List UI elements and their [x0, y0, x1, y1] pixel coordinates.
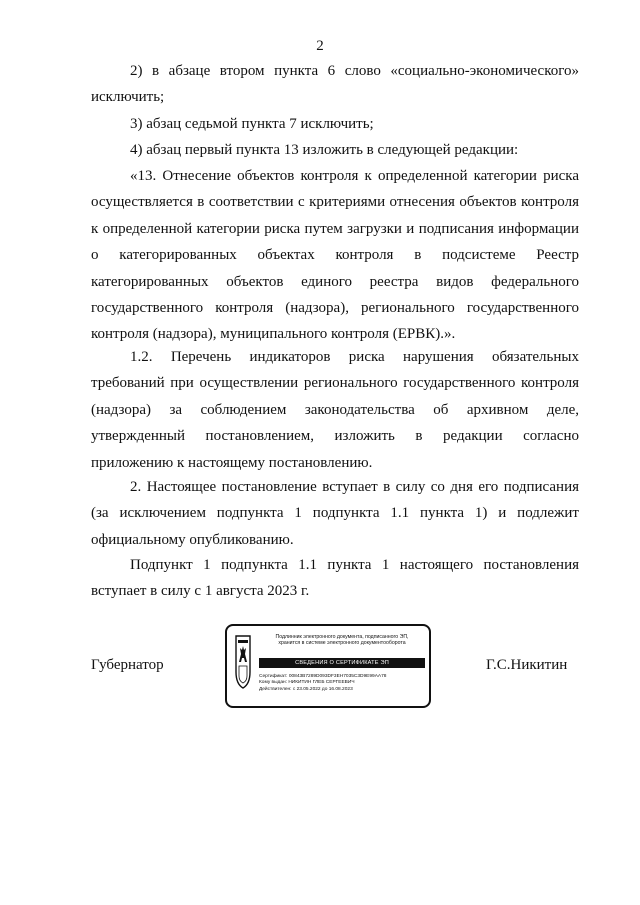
paragraph-2 [91, 111, 579, 137]
text-line: (за исключением подпункта 1 подпункта 1.1 пункта 1) и подлежит [91, 505, 579, 522]
stamp-details [259, 674, 429, 693]
stamp-issued-to: Кому выдан: НИКИТИН ГЛЕБ СЕРГЕЕВИЧ [259, 680, 355, 686]
stamp-title-bar: СВЕДЕНИЯ О СЕРТИФИКАТЕ ЭП [259, 658, 425, 668]
e-signature-stamp [225, 624, 431, 708]
text-line: к определенной категории риска путем загрузки и подписания информации [91, 220, 579, 237]
text-line: приложению к настоящему постановлению. [91, 454, 373, 471]
text-line: 3) абзац седьмой пункта 7 исключить; [130, 116, 374, 132]
paragraph-1 [91, 58, 579, 111]
text-line: 1.2. Перечень индикаторов риска нарушения обязательных [130, 349, 579, 365]
text-line: требований при осуществлении регионального государственного контроля [91, 375, 579, 392]
text-line: о категорированных объектах контроля в подсистеме Реестр [91, 247, 579, 264]
signatory-position: Губернатор [91, 657, 164, 673]
text-line: 2) в абзаце втором пункта 6 слово «социально-экономического» [130, 63, 579, 79]
text-line: государственного контроля (надзора), регионального государственного [91, 300, 579, 317]
deer-coat-of-arms-icon [233, 632, 253, 698]
signatory-name: Г.С.Никитин [486, 657, 568, 673]
paragraph-5 [91, 344, 579, 476]
text-line: утвержденный постановлением, изложить в редакции согласно [91, 428, 579, 445]
text-line: (надзора) за соблюдением законодательства об архивном деле, [91, 401, 579, 418]
stamp-header [257, 634, 427, 647]
text-line: контроля (надзора), муниципального контроля (ЕРВК).». [91, 326, 456, 343]
paragraph-4 [91, 163, 579, 348]
paragraph-7 [91, 552, 579, 605]
stamp-validity: Действителен: с 23.05.2022 до 16.08.2023 [259, 686, 353, 692]
stamp-certificate: Сертификат: 00843B7289D093DF3EH7035C3D9E99AA78 [259, 674, 387, 679]
text-line: 4) абзац первый пункта 13 изложить в следующей редакции: [130, 142, 519, 158]
text-line: Подпункт 1 подпункта 1.1 пункта 1 настоящего постановления [130, 557, 579, 573]
text-line: официальному опубликованию. [91, 531, 294, 548]
text-line: вступает в силу с 1 августа 2023 г. [91, 583, 310, 600]
text-line: исключить; [91, 89, 165, 106]
page-number: 2 [316, 38, 324, 54]
stamp-header-line: хранится в системе электронного документооборота [278, 640, 406, 647]
stamp-header-line: Подлинник электронного документа, подписанного ЭП, [275, 634, 409, 640]
text-line: «13. Отнесение объектов контроля к определенной категории риска [130, 168, 579, 184]
text-line: категорированных объектов единого реестра видов федерального [91, 273, 579, 290]
text-line: осуществляется в соответствии с критериями отнесения объектов контроля [91, 194, 579, 211]
paragraph-3 [91, 137, 579, 163]
paragraph-6 [91, 474, 579, 553]
text-line: 2. Настоящее постановление вступает в силу со дня его подписания [130, 479, 579, 495]
